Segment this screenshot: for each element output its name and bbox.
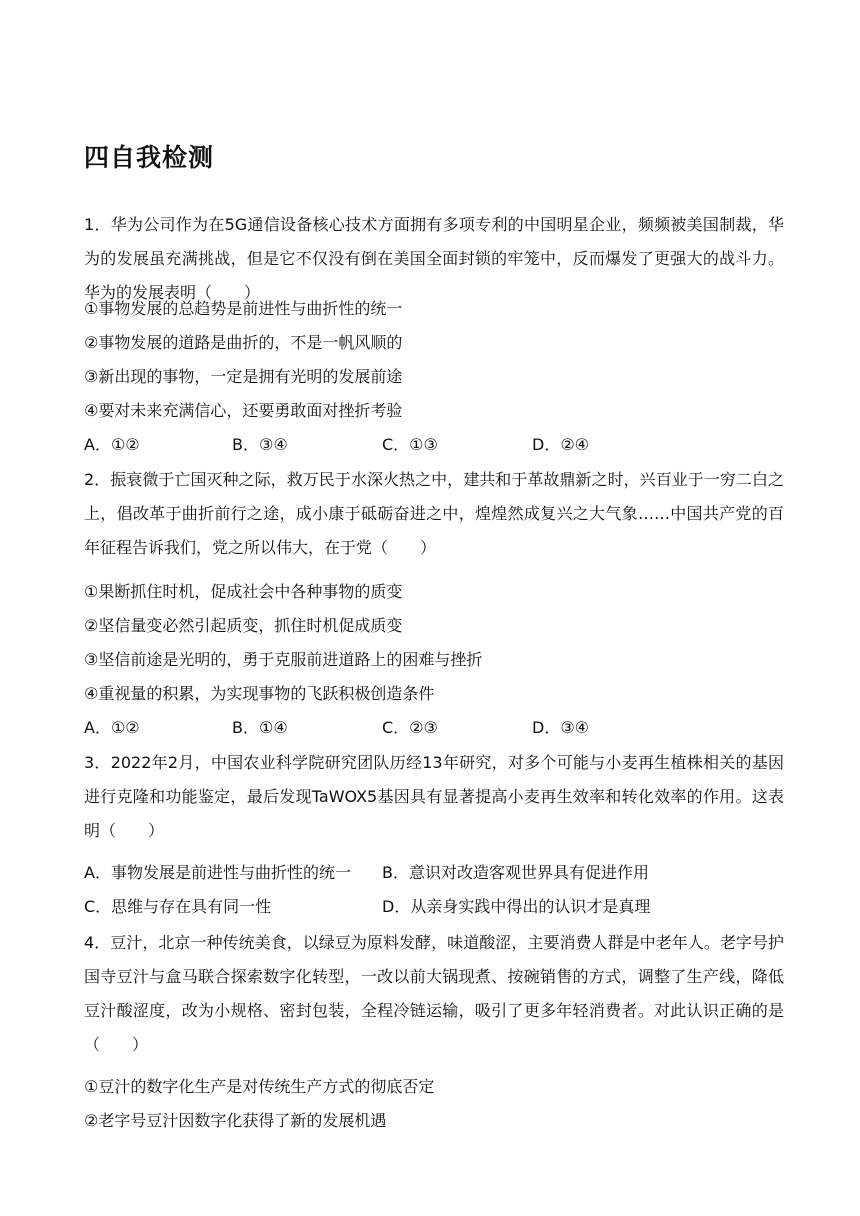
question-2-option-a[interactable]: A．①②: [84, 718, 140, 737]
question-1-option-a[interactable]: A．①②: [84, 435, 140, 454]
question-2-item-1: ①果断抓住时机，促成社会中各种事物的质变: [84, 582, 403, 601]
question-3-option-c[interactable]: C．思维与存在具有同一性: [84, 897, 272, 916]
question-1-item-4: ④要对未来充满信心，还要勇敢面对挫折考验: [84, 401, 403, 420]
question-4-stem: 4．豆汁，北京一种传统美食，以绿豆为原料发酵，味道酸涩，主要消费人群是中老年人。老字号护国寺豆汁与盒马联合探索数字化转型，一改以前大锅现煮、按碗销售的方式，调整了生产线，降低豆汁酸涩度，改为小规格、密封包装，全程冷链运输，吸引了更多年轻消费者。对此认识正确的是（ ）: [84, 933, 784, 1054]
question-1-options: [84, 432, 784, 456]
section-title: 四自我检测: [84, 143, 215, 172]
question-1-item-2: ②事物发展的道路是曲折的，不是一帆风顺的: [84, 333, 403, 352]
question-4: [84, 926, 784, 1062]
question-1-option-d[interactable]: D．②④: [532, 435, 590, 454]
question-2-item-3: ③坚信前途是光明的，勇于克服前进道路上的困难与挫折: [84, 650, 483, 669]
question-1-item-1: ①事物发展的总趋势是前进性与曲折性的统一: [84, 299, 403, 318]
question-3-options-row-2: [84, 894, 784, 918]
question-3-option-d[interactable]: D．从亲身实践中得出的认识才是真理: [382, 897, 651, 916]
question-1-item-3: ③新出现的事物，一定是拥有光明的发展前途: [84, 367, 403, 386]
question-2-item-4: ④重视量的积累，为实现事物的飞跃积极创造条件: [84, 684, 435, 703]
question-3-option-a[interactable]: A．事物发展是前进性与曲折性的统一: [84, 863, 351, 882]
question-2-option-c[interactable]: C．②③: [382, 718, 438, 737]
question-3-options-row-1: [84, 860, 784, 884]
question-1-option-c[interactable]: C．①③: [382, 435, 438, 454]
question-2: [84, 463, 784, 565]
question-3: [84, 746, 784, 848]
question-1-stem: 1．华为公司作为在5G通信设备核心技术方面拥有多项专利的中国明星企业，频频被美国制裁，华为的发展虽充满挑战，但是它不仅没有倒在美国全面封锁的牢笼中，反而爆发了更强大的战斗力。华为的发展表明（ ）: [84, 215, 784, 302]
question-2-stem: 2．振衰微于亡国灭种之际，救万民于水深火热之中，建共和于革故鼎新之时，兴百业于一穷二白之上，倡改革于曲折前行之途，成小康于砥砺奋进之中，煌煌然成复兴之大气象……中国共产党的百年征程告诉我们，党之所以伟大，在于党（ ）: [84, 470, 784, 557]
question-2-option-b[interactable]: B．①④: [232, 718, 288, 737]
question-4-item-1: ①豆汁的数字化生产是对传统生产方式的彻底否定: [84, 1077, 435, 1096]
question-3-stem: 3．2022年2月，中国农业科学院研究团队历经13年研究，对多个可能与小麦再生植株相关的基因进行克隆和功能鉴定，最后发现TaWOX5基因具有显著提高小麦再生效率和转化效率的作用。这表明（ ）: [84, 753, 784, 840]
question-2-item-2: ②坚信量变必然引起质变，抓住时机促成质变: [84, 616, 403, 635]
question-2-options: [84, 715, 784, 739]
question-2-option-d[interactable]: D．③④: [532, 718, 590, 737]
question-4-item-2: ②老字号豆汁因数字化获得了新的发展机遇: [84, 1111, 387, 1130]
question-1: [84, 208, 784, 310]
question-1-option-b[interactable]: B．③④: [232, 435, 288, 454]
question-3-option-b[interactable]: B．意识对改造客观世界具有促进作用: [382, 863, 649, 882]
